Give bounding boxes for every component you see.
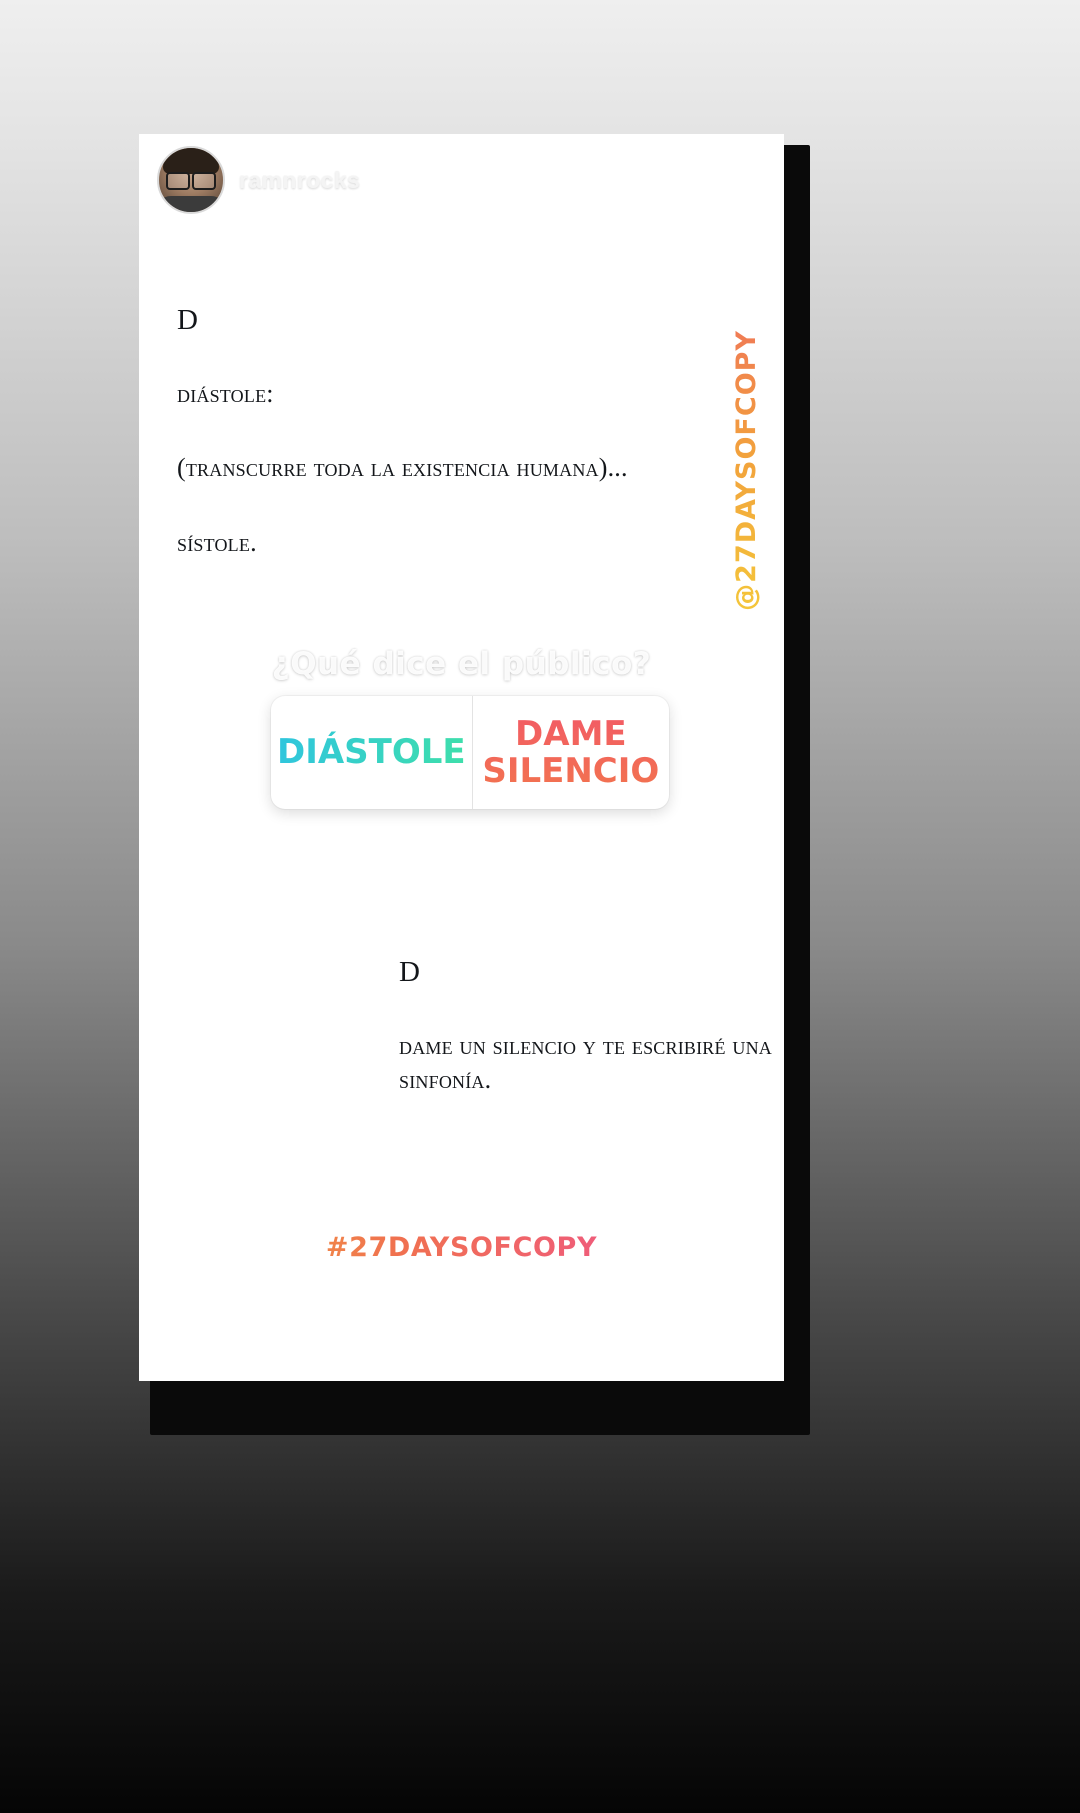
vertical-handle-label: @27DAYSOFCOPY (731, 330, 762, 611)
avatar-hair (163, 148, 219, 174)
poem-top-line-1: diástole: (177, 379, 274, 408)
poem-top-letter: D (177, 304, 198, 336)
instagram-story-card (139, 134, 784, 1381)
poll-option-1[interactable]: DIÁSTOLE (271, 696, 473, 809)
poll-option-2[interactable]: DAME SILENCIO (473, 696, 669, 809)
poem-bottom (399, 958, 779, 1098)
poem-top (177, 306, 647, 560)
story-header (157, 146, 360, 214)
poem-top-line-3: sístole. (177, 527, 257, 557)
glasses-icon (165, 172, 217, 187)
poll-question-label: ¿Qué dice el público? (271, 646, 652, 682)
avatar[interactable] (157, 146, 225, 214)
poem-top-line-2: (transcurre toda la existencia humana)... (177, 453, 628, 483)
poem-bottom-line-1: dame un silencio y te escribiré una sinfonía. (399, 1031, 772, 1095)
poll-sticker[interactable] (271, 696, 669, 809)
username-label[interactable]: ramnrocks (239, 166, 361, 193)
hashtag-label[interactable]: #27DAYSOFCOPY (139, 1232, 784, 1263)
avatar-shirt (157, 196, 225, 214)
poem-bottom-letter: D (399, 956, 420, 988)
